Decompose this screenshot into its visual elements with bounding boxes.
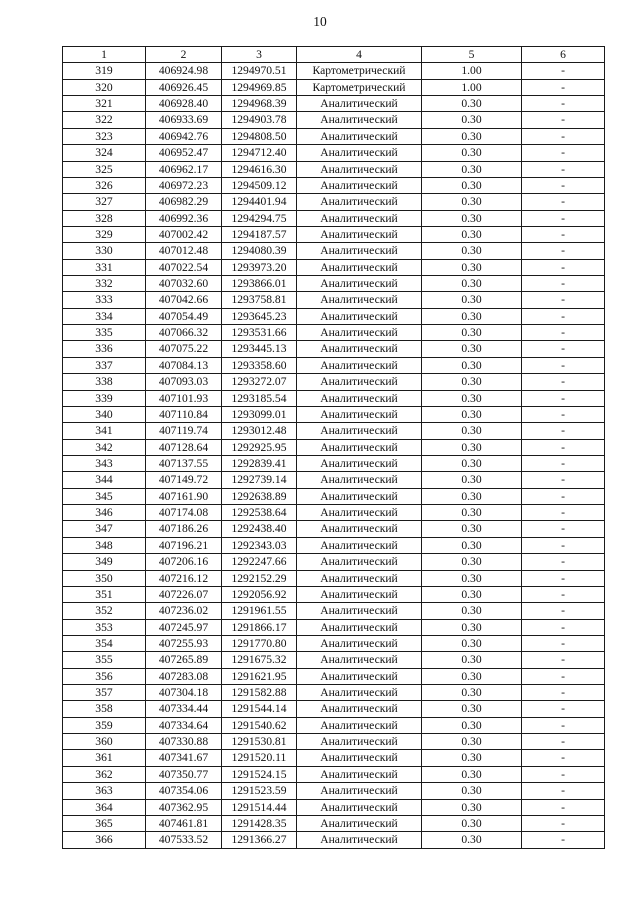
x-coordinate-cell: 407002.42 (146, 227, 222, 243)
accuracy-cell: 0.30 (422, 276, 522, 292)
accuracy-cell: 0.30 (422, 603, 522, 619)
accuracy-cell: 0.30 (422, 832, 522, 848)
method-cell: Аналитический (297, 276, 422, 292)
point-number-cell: 348 (63, 538, 146, 554)
note-cell: - (522, 538, 605, 554)
point-number-cell: 365 (63, 816, 146, 832)
point-number-cell: 323 (63, 129, 146, 145)
method-cell: Аналитический (297, 456, 422, 472)
method-cell: Аналитический (297, 227, 422, 243)
x-coordinate-cell: 406928.40 (146, 96, 222, 112)
x-coordinate-cell: 407054.49 (146, 309, 222, 325)
x-coordinate-cell: 407304.18 (146, 685, 222, 701)
y-coordinate-cell: 1292638.89 (222, 489, 297, 505)
note-cell: - (522, 603, 605, 619)
note-cell: - (522, 620, 605, 636)
x-coordinate-cell: 407174.08 (146, 505, 222, 521)
x-coordinate-cell: 406933.69 (146, 112, 222, 128)
x-coordinate-cell: 407226.07 (146, 587, 222, 603)
point-number-cell: 355 (63, 652, 146, 668)
method-cell: Аналитический (297, 669, 422, 685)
method-cell: Аналитический (297, 423, 422, 439)
x-coordinate-cell: 407075.22 (146, 341, 222, 357)
accuracy-cell: 0.30 (422, 734, 522, 750)
y-coordinate-cell: 1291582.88 (222, 685, 297, 701)
point-number-cell: 358 (63, 701, 146, 717)
accuracy-cell: 1.00 (422, 80, 522, 96)
x-coordinate-cell: 406972.23 (146, 178, 222, 194)
note-cell: - (522, 325, 605, 341)
method-cell: Аналитический (297, 620, 422, 636)
y-coordinate-cell: 1291520.11 (222, 750, 297, 766)
y-coordinate-cell: 1293973.20 (222, 260, 297, 276)
method-cell: Аналитический (297, 260, 422, 276)
y-coordinate-cell: 1293758.81 (222, 292, 297, 308)
y-coordinate-cell: 1293866.01 (222, 276, 297, 292)
x-coordinate-cell: 407110.84 (146, 407, 222, 423)
method-cell: Аналитический (297, 571, 422, 587)
y-coordinate-cell: 1291514.44 (222, 800, 297, 816)
note-cell: - (522, 701, 605, 717)
point-number-cell: 338 (63, 374, 146, 390)
method-cell: Аналитический (297, 358, 422, 374)
accuracy-cell: 0.30 (422, 162, 522, 178)
y-coordinate-cell: 1294616.30 (222, 162, 297, 178)
method-cell: Аналитический (297, 734, 422, 750)
x-coordinate-cell: 407362.95 (146, 800, 222, 816)
method-cell: Аналитический (297, 603, 422, 619)
point-number-cell: 342 (63, 440, 146, 456)
y-coordinate-cell: 1293185.54 (222, 391, 297, 407)
point-number-cell: 356 (63, 669, 146, 685)
x-coordinate-cell: 407042.66 (146, 292, 222, 308)
accuracy-cell: 0.30 (422, 440, 522, 456)
point-number-cell: 319 (63, 63, 146, 79)
method-cell: Аналитический (297, 309, 422, 325)
accuracy-cell: 0.30 (422, 423, 522, 439)
point-number-cell: 359 (63, 718, 146, 734)
method-cell: Аналитический (297, 391, 422, 407)
method-cell: Аналитический (297, 96, 422, 112)
note-cell: - (522, 391, 605, 407)
accuracy-cell: 0.30 (422, 227, 522, 243)
note-cell: - (522, 800, 605, 816)
accuracy-cell: 0.30 (422, 129, 522, 145)
x-coordinate-cell: 407012.48 (146, 243, 222, 259)
method-cell: Аналитический (297, 243, 422, 259)
accuracy-cell: 0.30 (422, 521, 522, 537)
method-cell: Аналитический (297, 489, 422, 505)
point-number-cell: 341 (63, 423, 146, 439)
note-cell: - (522, 783, 605, 799)
note-cell: - (522, 162, 605, 178)
note-cell: - (522, 718, 605, 734)
x-coordinate-cell: 407330.88 (146, 734, 222, 750)
y-coordinate-cell: 1291524.15 (222, 767, 297, 783)
note-cell: - (522, 472, 605, 488)
x-coordinate-cell: 407022.54 (146, 260, 222, 276)
note-cell: - (522, 571, 605, 587)
note-cell: - (522, 587, 605, 603)
note-cell: - (522, 816, 605, 832)
y-coordinate-cell: 1291544.14 (222, 701, 297, 717)
note-cell: - (522, 652, 605, 668)
accuracy-cell: 0.30 (422, 407, 522, 423)
point-number-cell: 352 (63, 603, 146, 619)
x-coordinate-cell: 406982.29 (146, 194, 222, 210)
y-coordinate-cell: 1291866.17 (222, 620, 297, 636)
y-coordinate-cell: 1291675.32 (222, 652, 297, 668)
accuracy-cell: 0.30 (422, 767, 522, 783)
point-number-cell: 362 (63, 767, 146, 783)
point-number-cell: 325 (63, 162, 146, 178)
method-cell: Аналитический (297, 816, 422, 832)
note-cell: - (522, 358, 605, 374)
y-coordinate-cell: 1294080.39 (222, 243, 297, 259)
accuracy-cell: 0.30 (422, 718, 522, 734)
point-number-cell: 336 (63, 341, 146, 357)
note-cell: - (522, 685, 605, 701)
note-cell: - (522, 309, 605, 325)
point-number-cell: 321 (63, 96, 146, 112)
point-number-cell: 340 (63, 407, 146, 423)
x-coordinate-cell: 406962.17 (146, 162, 222, 178)
y-coordinate-cell: 1292247.66 (222, 554, 297, 570)
accuracy-cell: 0.30 (422, 571, 522, 587)
y-coordinate-cell: 1292438.40 (222, 521, 297, 537)
y-coordinate-cell: 1291770.80 (222, 636, 297, 652)
note-cell: - (522, 767, 605, 783)
y-coordinate-cell: 1293445.13 (222, 341, 297, 357)
accuracy-cell: 0.30 (422, 292, 522, 308)
note-cell: - (522, 669, 605, 685)
point-number-cell: 332 (63, 276, 146, 292)
x-coordinate-cell: 407245.97 (146, 620, 222, 636)
method-cell: Аналитический (297, 162, 422, 178)
y-coordinate-cell: 1293099.01 (222, 407, 297, 423)
y-coordinate-cell: 1291530.81 (222, 734, 297, 750)
x-coordinate-cell: 407255.93 (146, 636, 222, 652)
point-number-cell: 347 (63, 521, 146, 537)
accuracy-cell: 0.30 (422, 260, 522, 276)
x-coordinate-cell: 407533.52 (146, 832, 222, 848)
y-coordinate-cell: 1294808.50 (222, 129, 297, 145)
page-number: 10 (313, 14, 327, 29)
accuracy-cell: 0.30 (422, 538, 522, 554)
note-cell: - (522, 276, 605, 292)
point-number-cell: 345 (63, 489, 146, 505)
note-cell: - (522, 63, 605, 79)
accuracy-cell: 0.30 (422, 685, 522, 701)
method-cell: Аналитический (297, 292, 422, 308)
point-number-cell: 333 (63, 292, 146, 308)
note-cell: - (522, 145, 605, 161)
coordinates-table (62, 46, 605, 849)
accuracy-cell: 0.30 (422, 800, 522, 816)
method-cell: Аналитический (297, 472, 422, 488)
y-coordinate-cell: 1293358.60 (222, 358, 297, 374)
method-cell: Аналитический (297, 800, 422, 816)
y-coordinate-cell: 1294187.57 (222, 227, 297, 243)
note-cell: - (522, 341, 605, 357)
method-cell: Аналитический (297, 145, 422, 161)
accuracy-cell: 0.30 (422, 750, 522, 766)
accuracy-cell: 0.30 (422, 358, 522, 374)
x-coordinate-cell: 407354.06 (146, 783, 222, 799)
x-coordinate-cell: 407128.64 (146, 440, 222, 456)
method-cell: Аналитический (297, 129, 422, 145)
point-number-cell: 337 (63, 358, 146, 374)
x-coordinate-cell: 407350.77 (146, 767, 222, 783)
note-cell: - (522, 178, 605, 194)
point-number-cell: 360 (63, 734, 146, 750)
y-coordinate-cell: 1294294.75 (222, 211, 297, 227)
point-number-cell: 351 (63, 587, 146, 603)
y-coordinate-cell: 1291621.95 (222, 669, 297, 685)
method-cell: Аналитический (297, 636, 422, 652)
y-coordinate-cell: 1291523.59 (222, 783, 297, 799)
point-number-cell: 324 (63, 145, 146, 161)
method-cell: Аналитический (297, 194, 422, 210)
y-coordinate-cell: 1294509.12 (222, 178, 297, 194)
accuracy-cell: 1.00 (422, 63, 522, 79)
note-cell: - (522, 456, 605, 472)
y-coordinate-cell: 1293531.66 (222, 325, 297, 341)
x-coordinate-cell: 406926.45 (146, 80, 222, 96)
method-cell: Аналитический (297, 701, 422, 717)
note-cell: - (522, 374, 605, 390)
point-number-cell: 330 (63, 243, 146, 259)
x-coordinate-cell: 407196.21 (146, 538, 222, 554)
note-cell: - (522, 832, 605, 848)
point-number-cell: 363 (63, 783, 146, 799)
accuracy-cell: 0.30 (422, 96, 522, 112)
point-number-cell: 353 (63, 620, 146, 636)
point-number-cell: 344 (63, 472, 146, 488)
x-coordinate-cell: 407265.89 (146, 652, 222, 668)
point-number-cell: 361 (63, 750, 146, 766)
y-coordinate-cell: 1292343.03 (222, 538, 297, 554)
point-number-cell: 343 (63, 456, 146, 472)
accuracy-cell: 0.30 (422, 211, 522, 227)
column-header-1: 1 (63, 47, 146, 63)
point-number-cell: 335 (63, 325, 146, 341)
x-coordinate-cell: 406992.36 (146, 211, 222, 227)
x-coordinate-cell: 407161.90 (146, 489, 222, 505)
method-cell: Аналитический (297, 750, 422, 766)
y-coordinate-cell: 1294968.39 (222, 96, 297, 112)
accuracy-cell: 0.30 (422, 554, 522, 570)
y-coordinate-cell: 1291366.27 (222, 832, 297, 848)
x-coordinate-cell: 406952.47 (146, 145, 222, 161)
method-cell: Аналитический (297, 505, 422, 521)
accuracy-cell: 0.30 (422, 325, 522, 341)
note-cell: - (522, 260, 605, 276)
note-cell: - (522, 554, 605, 570)
x-coordinate-cell: 407186.26 (146, 521, 222, 537)
point-number-cell: 349 (63, 554, 146, 570)
x-coordinate-cell: 407032.60 (146, 276, 222, 292)
accuracy-cell: 0.30 (422, 391, 522, 407)
y-coordinate-cell: 1293645.23 (222, 309, 297, 325)
note-cell: - (522, 243, 605, 259)
y-coordinate-cell: 1291961.55 (222, 603, 297, 619)
y-coordinate-cell: 1294969.85 (222, 80, 297, 96)
y-coordinate-cell: 1291428.35 (222, 816, 297, 832)
accuracy-cell: 0.30 (422, 243, 522, 259)
column-header-3: 3 (222, 47, 297, 63)
note-cell: - (522, 227, 605, 243)
point-number-cell: 328 (63, 211, 146, 227)
accuracy-cell: 0.30 (422, 112, 522, 128)
method-cell: Аналитический (297, 652, 422, 668)
point-number-cell: 350 (63, 571, 146, 587)
method-cell: Аналитический (297, 374, 422, 390)
method-cell: Аналитический (297, 521, 422, 537)
accuracy-cell: 0.30 (422, 620, 522, 636)
x-coordinate-cell: 407341.67 (146, 750, 222, 766)
point-number-cell: 339 (63, 391, 146, 407)
accuracy-cell: 0.30 (422, 636, 522, 652)
y-coordinate-cell: 1293272.07 (222, 374, 297, 390)
column-header-2: 2 (146, 47, 222, 63)
method-cell: Аналитический (297, 718, 422, 734)
y-coordinate-cell: 1292056.92 (222, 587, 297, 603)
column-header-5: 5 (422, 47, 522, 63)
point-number-cell: 327 (63, 194, 146, 210)
note-cell: - (522, 96, 605, 112)
point-number-cell: 326 (63, 178, 146, 194)
accuracy-cell: 0.30 (422, 309, 522, 325)
accuracy-cell: 0.30 (422, 489, 522, 505)
point-number-cell: 366 (63, 832, 146, 848)
y-coordinate-cell: 1292152.29 (222, 571, 297, 587)
accuracy-cell: 0.30 (422, 505, 522, 521)
y-coordinate-cell: 1294903.78 (222, 112, 297, 128)
method-cell: Аналитический (297, 538, 422, 554)
accuracy-cell: 0.30 (422, 341, 522, 357)
method-cell: Аналитический (297, 685, 422, 701)
x-coordinate-cell: 407206.16 (146, 554, 222, 570)
y-coordinate-cell: 1294970.51 (222, 63, 297, 79)
y-coordinate-cell: 1294401.94 (222, 194, 297, 210)
accuracy-cell: 0.30 (422, 701, 522, 717)
note-cell: - (522, 521, 605, 537)
note-cell: - (522, 129, 605, 145)
y-coordinate-cell: 1291540.62 (222, 718, 297, 734)
y-coordinate-cell: 1293012.48 (222, 423, 297, 439)
note-cell: - (522, 636, 605, 652)
note-cell: - (522, 505, 605, 521)
accuracy-cell: 0.30 (422, 587, 522, 603)
x-coordinate-cell: 407461.81 (146, 816, 222, 832)
x-coordinate-cell: 407149.72 (146, 472, 222, 488)
method-cell: Аналитический (297, 325, 422, 341)
accuracy-cell: 0.30 (422, 456, 522, 472)
x-coordinate-cell: 407066.32 (146, 325, 222, 341)
method-cell: Картометрический (297, 80, 422, 96)
y-coordinate-cell: 1292839.41 (222, 456, 297, 472)
method-cell: Аналитический (297, 211, 422, 227)
y-coordinate-cell: 1294712.40 (222, 145, 297, 161)
accuracy-cell: 0.30 (422, 145, 522, 161)
point-number-cell: 331 (63, 260, 146, 276)
note-cell: - (522, 423, 605, 439)
method-cell: Картометрический (297, 63, 422, 79)
x-coordinate-cell: 406942.76 (146, 129, 222, 145)
method-cell: Аналитический (297, 341, 422, 357)
column-header-4: 4 (297, 47, 422, 63)
method-cell: Аналитический (297, 587, 422, 603)
accuracy-cell: 0.30 (422, 472, 522, 488)
y-coordinate-cell: 1292538.64 (222, 505, 297, 521)
accuracy-cell: 0.30 (422, 194, 522, 210)
accuracy-cell: 0.30 (422, 816, 522, 832)
accuracy-cell: 0.30 (422, 374, 522, 390)
method-cell: Аналитический (297, 767, 422, 783)
x-coordinate-cell: 407137.55 (146, 456, 222, 472)
point-number-cell: 357 (63, 685, 146, 701)
note-cell: - (522, 407, 605, 423)
accuracy-cell: 0.30 (422, 669, 522, 685)
point-number-cell: 346 (63, 505, 146, 521)
x-coordinate-cell: 407236.02 (146, 603, 222, 619)
method-cell: Аналитический (297, 832, 422, 848)
point-number-cell: 334 (63, 309, 146, 325)
note-cell: - (522, 80, 605, 96)
x-coordinate-cell: 407334.64 (146, 718, 222, 734)
point-number-cell: 320 (63, 80, 146, 96)
note-cell: - (522, 734, 605, 750)
point-number-cell: 364 (63, 800, 146, 816)
x-coordinate-cell: 407101.93 (146, 391, 222, 407)
method-cell: Аналитический (297, 112, 422, 128)
note-cell: - (522, 112, 605, 128)
column-header-6: 6 (522, 47, 605, 63)
accuracy-cell: 0.30 (422, 178, 522, 194)
x-coordinate-cell: 406924.98 (146, 63, 222, 79)
note-cell: - (522, 292, 605, 308)
y-coordinate-cell: 1292925.95 (222, 440, 297, 456)
point-number-cell: 354 (63, 636, 146, 652)
accuracy-cell: 0.30 (422, 652, 522, 668)
method-cell: Аналитический (297, 554, 422, 570)
x-coordinate-cell: 407084.13 (146, 358, 222, 374)
note-cell: - (522, 750, 605, 766)
point-number-cell: 322 (63, 112, 146, 128)
accuracy-cell: 0.30 (422, 783, 522, 799)
y-coordinate-cell: 1292739.14 (222, 472, 297, 488)
method-cell: Аналитический (297, 783, 422, 799)
method-cell: Аналитический (297, 407, 422, 423)
method-cell: Аналитический (297, 178, 422, 194)
x-coordinate-cell: 407283.08 (146, 669, 222, 685)
x-coordinate-cell: 407119.74 (146, 423, 222, 439)
x-coordinate-cell: 407334.44 (146, 701, 222, 717)
method-cell: Аналитический (297, 440, 422, 456)
note-cell: - (522, 440, 605, 456)
point-number-cell: 329 (63, 227, 146, 243)
note-cell: - (522, 211, 605, 227)
x-coordinate-cell: 407093.03 (146, 374, 222, 390)
x-coordinate-cell: 407216.12 (146, 571, 222, 587)
note-cell: - (522, 489, 605, 505)
note-cell: - (522, 194, 605, 210)
